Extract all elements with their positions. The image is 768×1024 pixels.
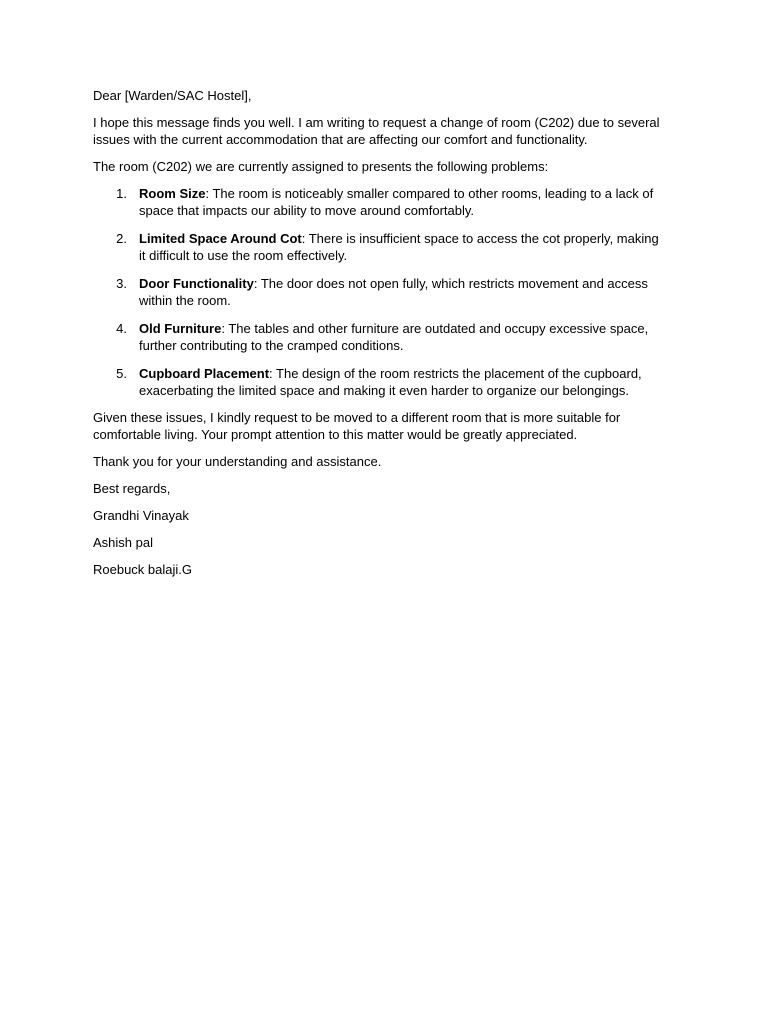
- list-number: 1.: [116, 186, 127, 201]
- problem-item: [93, 365, 667, 399]
- list-number: 4.: [116, 321, 127, 336]
- request-paragraph: Given these issues, I kindly request to be moved to a different room that is more suitable for comfortable living. Your prompt attention to this matter would be greatly appreciated.: [93, 410, 621, 442]
- salutation: Dear [Warden/SAC Hostel],: [93, 88, 252, 103]
- problem-text: : There is insufficient space to access the cot properly, making it difficult to use the room effectively.: [139, 231, 659, 263]
- list-number: 3.: [116, 276, 127, 291]
- problem-item: [93, 275, 667, 309]
- problem-term: Old Furniture: [139, 321, 222, 336]
- signatory-name: Roebuck balaji.G: [93, 562, 192, 577]
- problem-text: : The room is noticeably smaller compared to other rooms, leading to a lack of space that impacts our ability to move around comfortably.: [139, 186, 654, 218]
- problem-item: [93, 230, 667, 264]
- problem-text: : The tables and other furniture are outdated and occupy excessive space, further contributing to the cramped conditions.: [139, 321, 649, 353]
- problems-list: [93, 185, 667, 399]
- problem-term: Room Size: [139, 186, 206, 201]
- signatory-name: Grandhi Vinayak: [93, 508, 189, 523]
- problem-term: Limited Space Around Cot: [139, 231, 302, 246]
- problem-term: Door Functionality: [139, 276, 254, 291]
- thanks-paragraph: Thank you for your understanding and assistance.: [93, 454, 382, 469]
- problems-lead: The room (C202) we are currently assigned to presents the following problems:: [93, 159, 549, 174]
- list-number: 2.: [116, 231, 127, 246]
- list-number: 5.: [116, 366, 127, 381]
- problem-term: Cupboard Placement: [139, 366, 270, 381]
- problem-item: [93, 320, 667, 354]
- problem-text: : The design of the room restricts the placement of the cupboard, exacerbating the limited space and making it even harder to organize our belongings.: [139, 366, 642, 398]
- problem-text: : The door does not open fully, which restricts movement and access within the room.: [139, 276, 648, 308]
- problem-item: [93, 185, 667, 219]
- closing: Best regards,: [93, 481, 171, 496]
- signatory-name: Ashish pal: [93, 535, 153, 550]
- letter-body: [93, 87, 667, 588]
- intro-paragraph: I hope this message finds you well. I am writing to request a change of room (C202) due to several issues with the current accommodation that are affecting our comfort and functionality.: [93, 115, 660, 147]
